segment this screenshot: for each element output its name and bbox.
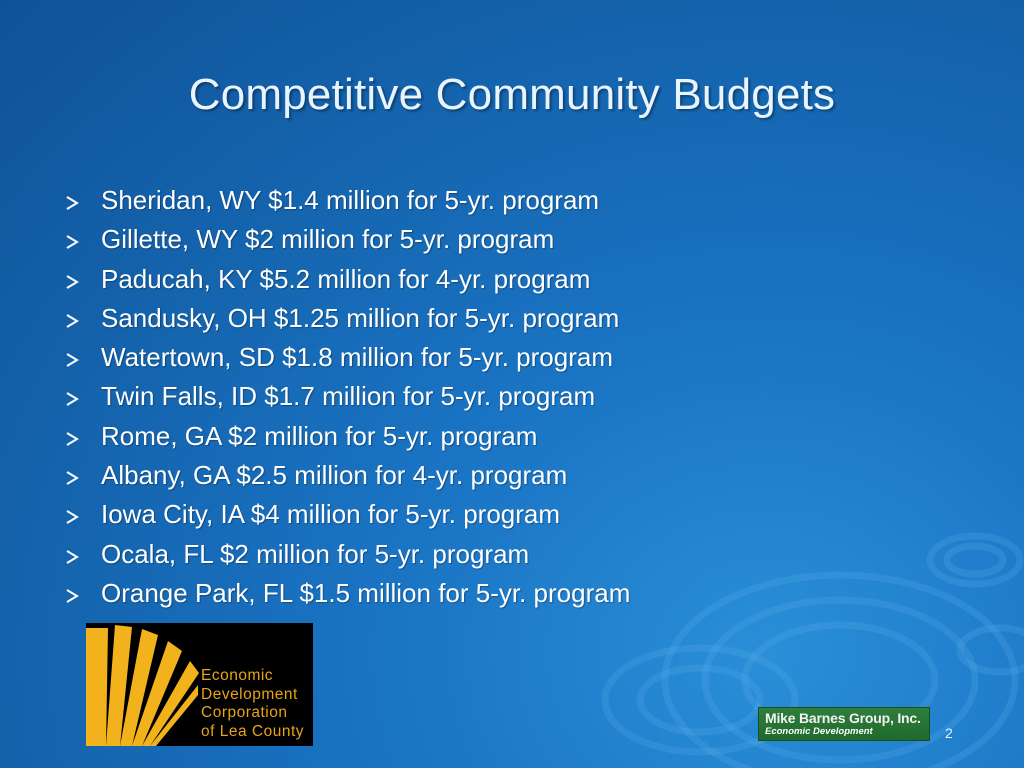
edc-logo [86, 623, 313, 746]
list-item-text: Gillette, WY $2 million for 5-yr. program [101, 224, 555, 255]
list-item-text: Ocala, FL $2 million for 5-yr. program [101, 538, 530, 569]
list-item-text: Albany, GA $2.5 million for 4-yr. program [101, 460, 568, 491]
list-item [64, 299, 630, 338]
list-item-text: Paducah, KY $5.2 million for 4-yr. program [101, 263, 591, 294]
budget-list [64, 181, 630, 613]
arrowhead-bullet-icon [64, 181, 101, 220]
arrowhead-bullet-icon [64, 260, 101, 299]
list-item [64, 417, 630, 456]
edc-logo-text: Economic Development Corporation of Lea County [201, 667, 305, 740]
arrowhead-bullet-icon [64, 338, 101, 377]
arrowhead-bullet-icon [64, 377, 101, 416]
list-item-text: Rome, GA $2 million for 5-yr. program [101, 420, 538, 451]
arrowhead-bullet-icon [64, 495, 101, 534]
list-item-text: Iowa City, IA $4 million for 5-yr. program [101, 499, 561, 530]
list-item [64, 456, 630, 495]
list-item [64, 181, 630, 220]
arrowhead-bullet-icon [64, 535, 101, 574]
arrowhead-bullet-icon [64, 574, 101, 613]
arrowhead-bullet-icon [64, 220, 101, 259]
mbg-logo [758, 707, 930, 741]
list-item [64, 495, 630, 534]
list-item [64, 338, 630, 377]
list-item [64, 535, 630, 574]
mbg-logo-name: Mike Barnes Group, Inc. [765, 710, 921, 726]
arrowhead-bullet-icon [64, 456, 101, 495]
list-item [64, 220, 630, 259]
list-item-text: Orange Park, FL $1.5 million for 5-yr. program [101, 577, 631, 608]
list-item [64, 574, 630, 613]
arrowhead-bullet-icon [64, 299, 101, 338]
list-item-text: Sheridan, WY $1.4 million for 5-yr. program [101, 185, 600, 215]
list-item-text: Sandusky, OH $1.25 million for 5-yr. program [101, 302, 620, 333]
page-number: 2 [945, 725, 953, 741]
arrowhead-bullet-icon [64, 417, 101, 456]
list-item [64, 260, 630, 299]
list-item-text: Watertown, SD $1.8 million for 5-yr. program [101, 342, 613, 373]
slide-title: Competitive Community Budgets [188, 70, 836, 119]
list-item [64, 377, 630, 416]
list-item-text: Twin Falls, ID $1.7 million for 5-yr. program [101, 381, 596, 412]
mbg-logo-tagline: Economic Development [765, 726, 873, 737]
